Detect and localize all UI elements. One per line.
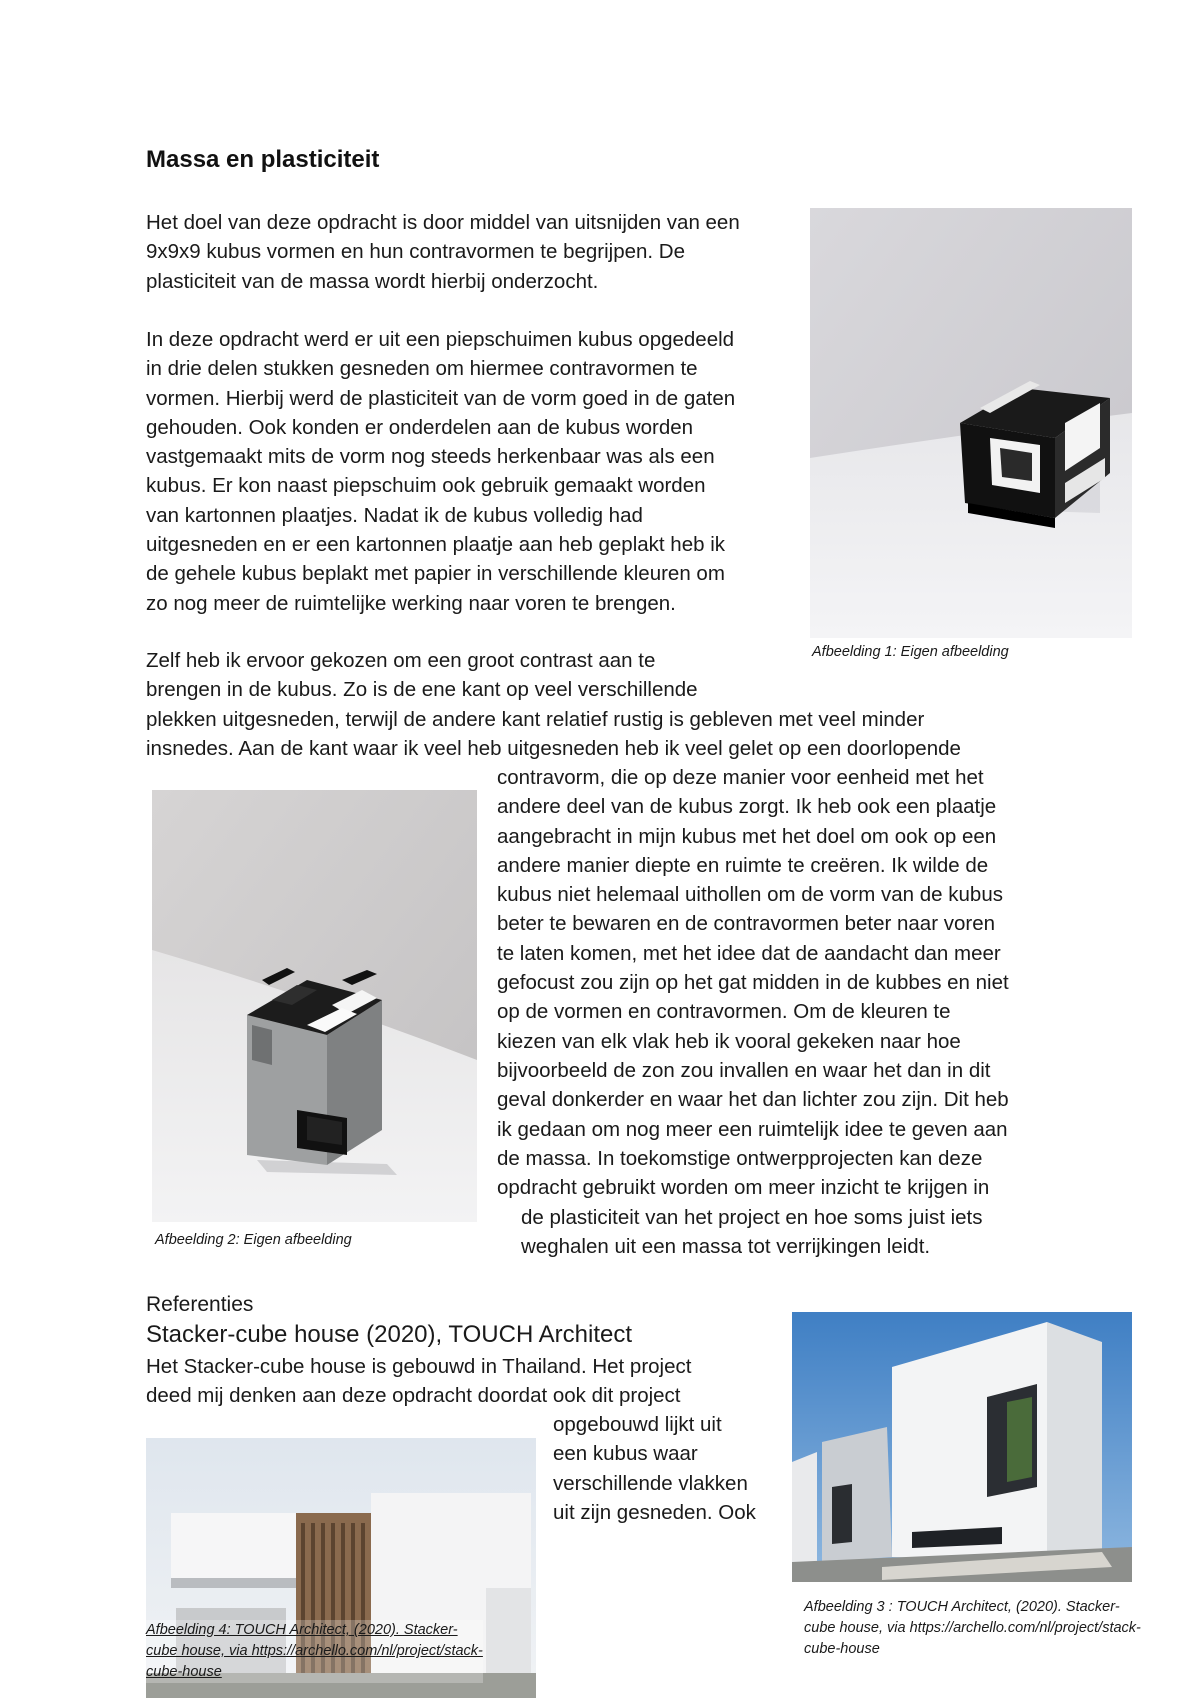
- text-line: bijvoorbeeld de zon zou invallen en waar het dan in dit: [497, 1058, 991, 1082]
- text-line: ik gedaan om nog meer een ruimtelijk idee te geven aan: [497, 1117, 1008, 1141]
- text-line: In deze opdracht werd er uit een piepschuimen kubus opgedeeld: [146, 328, 735, 351]
- figure-1-caption: Afbeelding 1: Eigen afbeelding: [812, 644, 1009, 660]
- text-line: uitgesneden en er een kartonnen plaatje aan heb geplakt heb ik: [146, 533, 726, 557]
- text-line: kubus. Er kon naast piepschuim ook gebruik gemaakt worden: [146, 474, 706, 498]
- reference-paragraph-continued: [553, 1410, 756, 1527]
- text-line: op de vormen en contravormen. Om de kleuren te: [497, 1000, 951, 1024]
- caption-line: Afbeelding 3 : TOUCH Architect, (2020). Stacker-: [804, 1599, 1120, 1615]
- text-line: zo nog meer de ruimtelijke werking naar voren te brengen.: [146, 591, 676, 615]
- text-line: de massa. In toekomstige ontwerpprojecten kan deze: [497, 1146, 983, 1170]
- text-line: te laten komen, met het idee dat de aandacht dan meer: [497, 941, 1001, 965]
- text-line: 9x9x9 kubus vormen en hun contravormen te begrijpen. De: [146, 240, 686, 264]
- reference-project-title: Stacker-cube house (2020), TOUCH Architect: [146, 1321, 632, 1348]
- text-line: plekken uitgesneden, terwijl de andere kant relatief rustig is gebleven met veel minder: [146, 707, 925, 731]
- figure-4-caption: [146, 1620, 483, 1683]
- page-title: Massa en plasticiteit: [146, 146, 380, 173]
- text-line: verschillende vlakken: [553, 1471, 748, 1495]
- text-line: vastgemaakt mits de vorm nog steeds herkenbaar was als een: [146, 445, 715, 469]
- caption-line: Afbeelding 4: TOUCH Architect, (2020). Stacker-: [146, 1622, 458, 1638]
- text-line: aangebracht in mijn kubus met het doel om ook op een: [497, 824, 997, 848]
- figure-1-image: [810, 208, 1132, 638]
- text-line: een kubus waar: [553, 1442, 698, 1466]
- caption-line: cube house, via https://archello.com/nl/project/stack-: [804, 1620, 1141, 1636]
- intro-paragraph: [146, 208, 740, 296]
- text-line: brengen in de kubus. Zo is de ene kant op veel verschillende: [146, 678, 698, 702]
- caption-line: cube-house: [146, 1664, 222, 1680]
- contrast-paragraph-continued: [497, 763, 1009, 1202]
- text-line: Zelf heb ik ervoor gekozen om een groot contrast aan te: [146, 649, 656, 672]
- text-line: de gehele kubus beplakt met papier in verschillende kleuren om: [146, 562, 725, 586]
- text-line: insnedes. Aan de kant waar ik veel heb uitgesneden heb ik veel gelet op een doorlopende: [146, 736, 961, 760]
- text-line: vormen. Hierbij werd de plasticiteit van de vorm goed in de gaten: [146, 386, 736, 410]
- cube-model-photo-2: [152, 790, 477, 1222]
- text-line: opgebouwd lijkt uit: [553, 1413, 722, 1436]
- assignment-paragraph: [146, 325, 735, 618]
- stacker-cube-house-photo-1: [792, 1312, 1132, 1582]
- text-line: Het Stacker-cube house is gebouwd in Thailand. Het project: [146, 1355, 692, 1378]
- text-line: gehouden. Ook konden er onderdelen aan de kubus worden: [146, 415, 694, 439]
- contrast-paragraph-end: [521, 1203, 983, 1262]
- references-heading: Referenties: [146, 1293, 254, 1316]
- text-line: deed mij denken aan deze opdracht doordat ook dit project: [146, 1384, 681, 1408]
- figure-3-image: [792, 1312, 1132, 1582]
- text-line: uit zijn gesneden. Ook: [553, 1500, 756, 1524]
- text-line: Het doel van deze opdracht is door middel van uitsnijden van een: [146, 211, 740, 234]
- caption-line: cube-house: [804, 1641, 880, 1657]
- text-line: andere deel van de kubus zorgt. Ik heb ook een plaatje: [497, 795, 997, 819]
- figure-2-caption: Afbeelding 2: Eigen afbeelding: [155, 1232, 352, 1248]
- text-line: kubus niet helemaal uithollen om de vorm van de kubus: [497, 883, 1003, 907]
- text-line: van kartonnen plaatjes. Nadat ik de kubus volledig had: [146, 503, 643, 527]
- text-line: de plasticiteit van het project en hoe soms juist iets: [521, 1206, 983, 1229]
- text-line: beter te bewaren en de contravormen beter naar voren: [497, 912, 995, 936]
- figure-3-caption: [804, 1597, 1141, 1660]
- caption-line: cube house, via https://archello.com/nl/project/stack-: [146, 1643, 483, 1659]
- text-line: opdracht gebruikt worden om meer inzicht te krijgen in: [497, 1176, 990, 1200]
- figure-2-image: [152, 790, 477, 1222]
- text-line: andere manier diepte en ruimte te creëren. Ik wilde de: [497, 853, 989, 877]
- text-line: contravorm, die op deze manier voor eenheid met het: [497, 766, 984, 789]
- text-line: in drie delen stukken gesneden om hiermee contravormen te: [146, 357, 698, 381]
- text-line: geval donkerder en waar het dan lichter zou zijn. Dit heb: [497, 1088, 1009, 1112]
- cube-model-photo-1: [810, 208, 1132, 638]
- text-line: gefocust zou zijn op het gat midden in de kubbes en niet: [497, 971, 1009, 995]
- reference-paragraph: [146, 1352, 691, 1411]
- text-line: weghalen uit een massa tot verrijkingen leidt.: [521, 1235, 931, 1259]
- contrast-paragraph: [146, 646, 961, 763]
- text-line: plasticiteit van de massa wordt hierbij onderzocht.: [146, 269, 599, 293]
- text-line: kiezen van elk vlak heb ik vooral gekeken naar hoe: [497, 1029, 961, 1053]
